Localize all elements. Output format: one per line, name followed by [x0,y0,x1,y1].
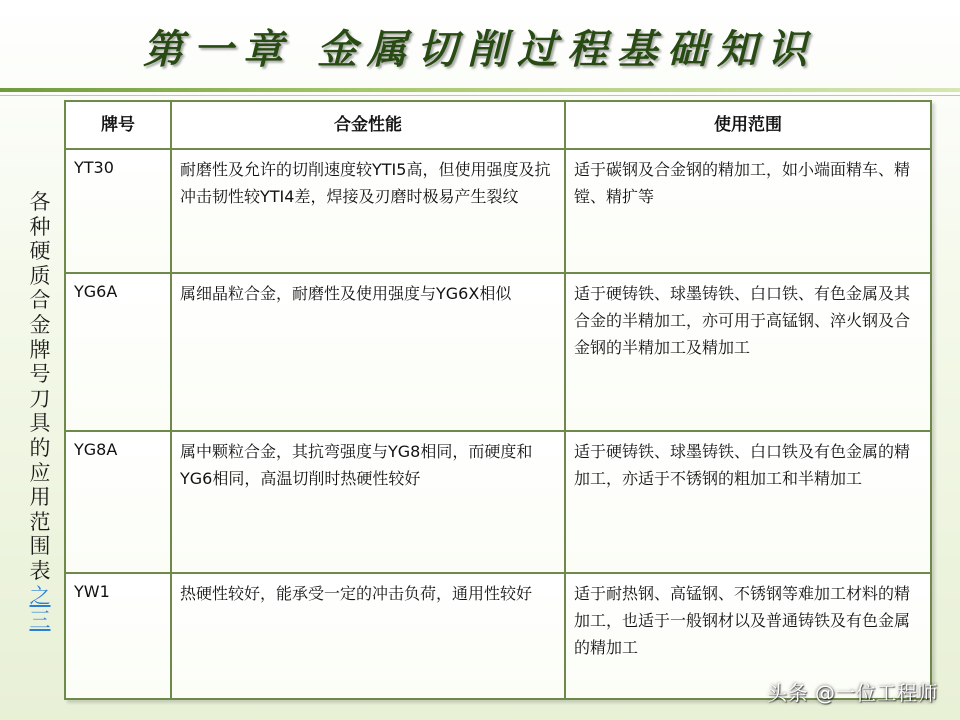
cell-alloy: 热硬性较好，能承受一定的冲击负荷，通用性较好 [171,573,565,699]
table-row [65,149,931,273]
cell-usage: 适于碳钢及合金钢的精加工，如小端面精车、精镗、精扩等 [565,149,931,273]
table-row [65,431,931,573]
header-usage-range: 使用范围 [565,101,931,149]
title-divider-thin [0,95,960,96]
table-header-row [65,101,931,149]
cell-alloy: 属中颗粒合金，其抗弯强度与YG8相同，而硬度和YG6相同，高温切削时热硬性较好 [171,431,565,573]
title-divider [0,88,960,92]
slide-title: 第一章 金属切削过程基础知识 [143,26,817,73]
cell-usage: 适于硬铸铁、球墨铸铁、白口铁、有色金属及其合金的半精加工，亦可用于高锰钢、淬火钢及合金钢的半精加工及精加工 [565,273,931,432]
side-label [26,190,54,633]
side-label-text: 各种硬质合金牌号刀具的应用范围表 [29,190,51,583]
header-alloy-properties: 合金性能 [171,101,565,149]
cell-alloy: 耐磨性及允许的切削速度较YTI5高，但使用强度及抗冲击韧性较YTI4差，焊接及刃磨时极易产生裂纹 [171,149,565,273]
table-row [65,273,931,432]
header-grade: 牌号 [65,101,171,149]
watermark: 头条 @一位工程师 [767,681,938,705]
cell-grade: YG8A [65,431,171,573]
cell-grade: YT30 [65,149,171,273]
side-label-link[interactable]: 之三 [29,583,51,633]
cell-grade: YW1 [65,573,171,699]
cell-alloy: 属细晶粒合金，耐磨性及使用强度与YG6X相似 [171,273,565,432]
cell-usage: 适于耐热钢、高锰钢、不锈钢等难加工材料的精加工，也适于一般钢材以及普通铸铁及有色金属的精加工 [565,573,931,699]
cell-usage: 适于硬铸铁、球墨铸铁、白口铁及有色金属的精加工，亦适于不锈钢的粗加工和半精加工 [565,431,931,573]
carbide-grade-table [64,100,932,700]
cell-grade: YG6A [65,273,171,432]
